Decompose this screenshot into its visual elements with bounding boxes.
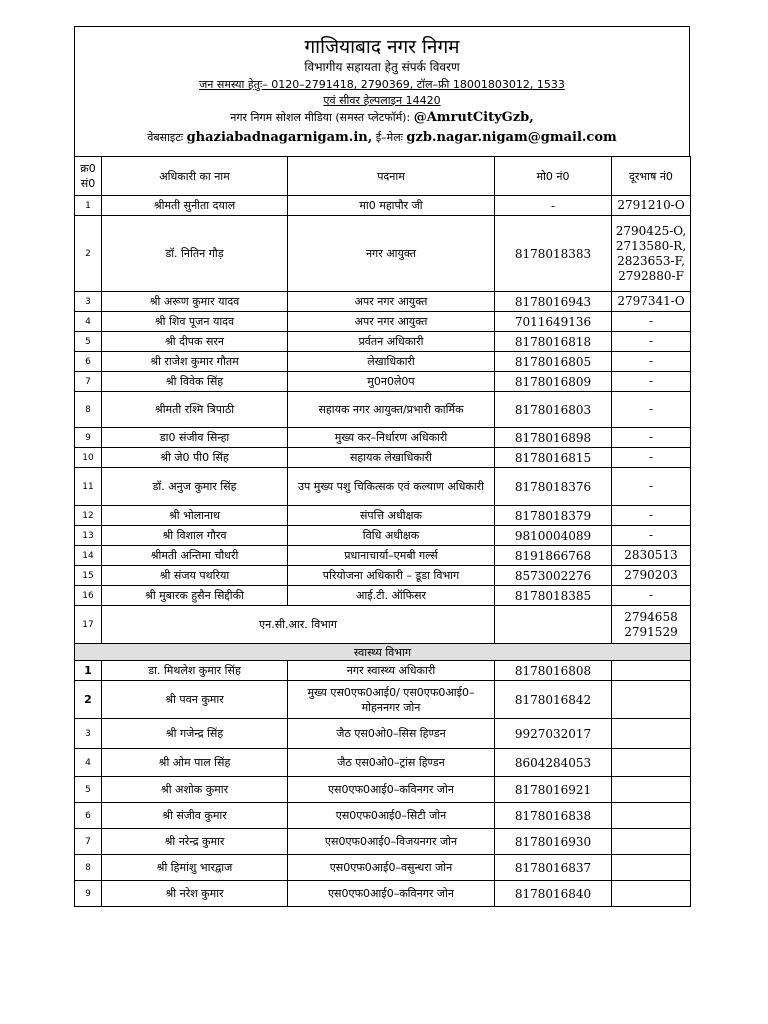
cell-phone (612, 855, 691, 881)
cell-serial: 1 (75, 661, 102, 681)
cell-serial: 14 (75, 546, 102, 566)
cell-name: श्री नरेश कुमार (102, 881, 288, 907)
table-row (75, 749, 691, 777)
cell-mobile: 8178016809 (495, 372, 612, 392)
table-header-row (75, 157, 691, 196)
cell-serial: 4 (75, 312, 102, 332)
cell-name: श्री संजय पथरिया (102, 566, 288, 586)
helpline-line: जन समस्या हेतुः– 0120–2791418, 2790369, टॉल–फ्री 18001803012, 1533 (199, 78, 565, 91)
cell-serial: 17 (75, 606, 102, 644)
cell-phone: 2790425-O, 2713580-R, 2823653-F, 2792880-F (612, 216, 691, 292)
cell-mobile: 8178016818 (495, 332, 612, 352)
cell-post: जैठ एस0ओ0–सिस हिण्डन (288, 719, 495, 749)
table-row (75, 566, 691, 586)
column-header-phone: दूरभाष नं0 (612, 157, 691, 196)
cell-name: श्री मुबारक हुसैन सिद्दीकी (102, 586, 288, 606)
cell-name: डॉ. नितिन गौड़ (102, 216, 288, 292)
social-media-line (79, 108, 685, 128)
cell-phone (612, 881, 691, 907)
cell-mobile: 8191866768 (495, 546, 612, 566)
cell-phone: - (612, 428, 691, 448)
cell-mobile: 8178018379 (495, 506, 612, 526)
cell-serial: 13 (75, 526, 102, 546)
cell-mobile (495, 606, 612, 644)
table-row (75, 352, 691, 372)
cell-serial: 6 (75, 352, 102, 372)
cell-name: श्रीमती सुनीता दयाल (102, 196, 288, 216)
cell-serial: 12 (75, 506, 102, 526)
table-row (75, 661, 691, 681)
table-row (75, 546, 691, 566)
cell-phone (612, 719, 691, 749)
table-row (75, 829, 691, 855)
cell-post: उप मुख्य पशु चिकित्सक एवं कल्याण अधिकारी (288, 468, 495, 506)
column-header-name: अधिकारी का नाम (102, 157, 288, 196)
cell-serial: 9 (75, 881, 102, 907)
health-table-body (75, 661, 691, 907)
cell-name: श्री पवन कुमार (102, 681, 288, 719)
cell-serial: 3 (75, 719, 102, 749)
table-row (75, 855, 691, 881)
cell-name: डा. मिथलेश कुमार सिंह (102, 661, 288, 681)
cell-serial: 9 (75, 428, 102, 448)
cell-serial: 16 (75, 586, 102, 606)
health-section (75, 644, 691, 661)
cell-name: श्री राजेश कुमार गौतम (102, 352, 288, 372)
cell-post: प्रधानाचार्या–एमबी गर्ल्स (288, 546, 495, 566)
table-row (75, 526, 691, 546)
email-text: gzb.nagar.nigam@gmail.com (406, 130, 617, 145)
cell-phone: 2797341-O (612, 292, 691, 312)
contact-document (74, 26, 690, 907)
cell-phone: - (612, 352, 691, 372)
cell-phone: 2794658 2791529 (612, 606, 691, 644)
cell-serial: 7 (75, 829, 102, 855)
cell-serial: 1 (75, 196, 102, 216)
cell-name: श्री नरेन्द्र कुमार (102, 829, 288, 855)
cell-mobile: 8178018385 (495, 586, 612, 606)
table-row (75, 777, 691, 803)
cell-name: श्री ओम पाल सिंह (102, 749, 288, 777)
cell-mobile: 8178016921 (495, 777, 612, 803)
cell-mobile: 8178016803 (495, 392, 612, 428)
cell-phone (612, 661, 691, 681)
cell-post: अपर नगर आयुक्त (288, 312, 495, 332)
cell-phone (612, 777, 691, 803)
table-row (75, 312, 691, 332)
cell-post: एस0एफ0आई0–कविनगर जोन (288, 777, 495, 803)
cell-phone: - (612, 468, 691, 506)
cell-phone: - (612, 372, 691, 392)
cell-post: विधि अधीक्षक (288, 526, 495, 546)
cell-phone: - (612, 448, 691, 468)
cell-serial: 2 (75, 681, 102, 719)
column-header-post: पदनाम (288, 157, 495, 196)
cell-name: श्री विशाल गौरव (102, 526, 288, 546)
cell-name: डॉ. अनुज कुमार सिंह (102, 468, 288, 506)
officials-table-body (75, 196, 691, 644)
cell-mobile: 8178016837 (495, 855, 612, 881)
cell-mobile: 8178016815 (495, 448, 612, 468)
cell-post: आई.टी. ऑफिसर (288, 586, 495, 606)
cell-post: एस0एफ0आई0–सिटी जोन (288, 803, 495, 829)
cell-name: डा0 संजीव सिन्हा (102, 428, 288, 448)
column-header-mobile: मो0 नं0 (495, 157, 612, 196)
cell-mobile: 8178016943 (495, 292, 612, 312)
cell-serial: 11 (75, 468, 102, 506)
cell-name: श्री अशोक कुमार (102, 777, 288, 803)
table-row (75, 216, 691, 292)
cell-mobile: 8178016840 (495, 881, 612, 907)
cell-post: सहायक नगर आयुक्त/प्रभारी कार्मिक (288, 392, 495, 428)
cell-phone: 2791210-O (612, 196, 691, 216)
cell-serial: 5 (75, 332, 102, 352)
cell-name: श्री भोलानाथ (102, 506, 288, 526)
table-row (75, 719, 691, 749)
cell-mobile: 8604284053 (495, 749, 612, 777)
table-row (75, 196, 691, 216)
cell-post: नगर आयुक्त (288, 216, 495, 292)
table-row (75, 448, 691, 468)
cell-phone: - (612, 526, 691, 546)
cell-post: मुख्य कर–निर्धारण अधिकारी (288, 428, 495, 448)
section-header-row (75, 644, 691, 661)
cell-phone: 2790203 (612, 566, 691, 586)
cell-serial: 4 (75, 749, 102, 777)
cell-mobile: 8573002276 (495, 566, 612, 586)
page-subtitle: विभागीय सहायता हेतु संपर्क विवरण (304, 60, 460, 74)
table-row (75, 506, 691, 526)
cell-name: श्री जे0 पी0 सिंह (102, 448, 288, 468)
cell-mobile: 8178016808 (495, 661, 612, 681)
document-header (74, 26, 690, 156)
table-row (75, 681, 691, 719)
contact-table (74, 156, 691, 907)
cell-post: प्रर्वतन अधिकारी (288, 332, 495, 352)
table-row (75, 292, 691, 312)
social-media-label: नगर निगम सोशल मीडिया (समस्त प्लेटफॉर्म): (230, 111, 411, 124)
table-row (75, 392, 691, 428)
table-row (75, 606, 691, 644)
cell-post: एस0एफ0आई0–वसुन्धरा जोन (288, 855, 495, 881)
cell-post: एस0एफ0आई0–कविनगर जोन (288, 881, 495, 907)
cell-post: मा0 महापौर जी (288, 196, 495, 216)
cell-name: एन.सी.आर. विभाग (102, 606, 495, 644)
cell-serial: 8 (75, 392, 102, 428)
cell-phone: - (612, 332, 691, 352)
cell-phone (612, 829, 691, 855)
table-row (75, 468, 691, 506)
cell-name: श्री शिव पूजन यादव (102, 312, 288, 332)
table-row (75, 586, 691, 606)
cell-post: लेखाधिकारी (288, 352, 495, 372)
section-title: स्वास्थ्य विभाग (75, 644, 691, 661)
cell-post: मुख्य एस0एफ0आई0/ एस0एफ0आई0–मोहननगर जोन (288, 681, 495, 719)
cell-post: अपर नगर आयुक्त (288, 292, 495, 312)
cell-mobile: 8178018376 (495, 468, 612, 506)
cell-post: एस0एफ0आई0–विजयनगर जोन (288, 829, 495, 855)
cell-mobile: 9810004089 (495, 526, 612, 546)
cell-name: श्री गजेन्द्र सिंह (102, 719, 288, 749)
cell-mobile: 8178018383 (495, 216, 612, 292)
cell-phone (612, 803, 691, 829)
cell-phone: - (612, 312, 691, 332)
cell-serial: 10 (75, 448, 102, 468)
table-row (75, 881, 691, 907)
cell-name: श्री अरूण कुमार यादव (102, 292, 288, 312)
cell-serial: 2 (75, 216, 102, 292)
cell-serial: 6 (75, 803, 102, 829)
cell-phone (612, 749, 691, 777)
cell-serial: 15 (75, 566, 102, 586)
cell-mobile: - (495, 196, 612, 216)
website-label: वेबसाइटः (147, 131, 184, 144)
cell-mobile: 8178016930 (495, 829, 612, 855)
cell-mobile: 9927032017 (495, 719, 612, 749)
social-media-handle: @AmrutCityGzb, (413, 110, 534, 125)
cell-phone: - (612, 586, 691, 606)
cell-mobile: 8178016898 (495, 428, 612, 448)
cell-name: श्री हिमांशु भारद्वाज (102, 855, 288, 881)
cell-mobile: 8178016805 (495, 352, 612, 372)
contact-web-line (79, 128, 685, 148)
table-row (75, 428, 691, 448)
cell-post: नगर स्वास्थ्य अधिकारी (288, 661, 495, 681)
cell-phone: - (612, 392, 691, 428)
cell-name: श्रीमती अन्तिमा चौधरी (102, 546, 288, 566)
cell-phone: - (612, 506, 691, 526)
cell-post: संपत्ति अधीक्षक (288, 506, 495, 526)
email-label: ई–मेलः (375, 131, 403, 144)
cell-phone (612, 681, 691, 719)
cell-post: परियोजना अधिकारी – डूडा विभाग (288, 566, 495, 586)
cell-serial: 8 (75, 855, 102, 881)
page-title: गाजियाबाद नगर निगम (304, 36, 460, 58)
cell-name: श्रीमती रश्मि त्रिपाठी (102, 392, 288, 428)
table-row (75, 332, 691, 352)
cell-mobile: 8178016842 (495, 681, 612, 719)
column-header-serial: क्र0 सं0 (75, 157, 102, 196)
cell-post: सहायक लेखाधिकारी (288, 448, 495, 468)
cell-name: श्री दीपक सरन (102, 332, 288, 352)
cell-serial: 3 (75, 292, 102, 312)
cell-phone: 2830513 (612, 546, 691, 566)
table-row (75, 372, 691, 392)
cell-mobile: 8178016838 (495, 803, 612, 829)
cell-name: श्री विवेक सिंह (102, 372, 288, 392)
cell-post: जैठ एस0ओ0–ट्रांस हिण्डन (288, 749, 495, 777)
cell-post: मु0न0ले0प (288, 372, 495, 392)
website-text: ghaziabadnagarnigam.in, (186, 130, 373, 145)
table-row (75, 803, 691, 829)
cell-serial: 5 (75, 777, 102, 803)
cell-name: श्री संजीव कुमार (102, 803, 288, 829)
cell-serial: 7 (75, 372, 102, 392)
sewer-helpline-line: एवं सीवर हेल्पलाइन 14420 (323, 94, 441, 107)
cell-mobile: 7011649136 (495, 312, 612, 332)
